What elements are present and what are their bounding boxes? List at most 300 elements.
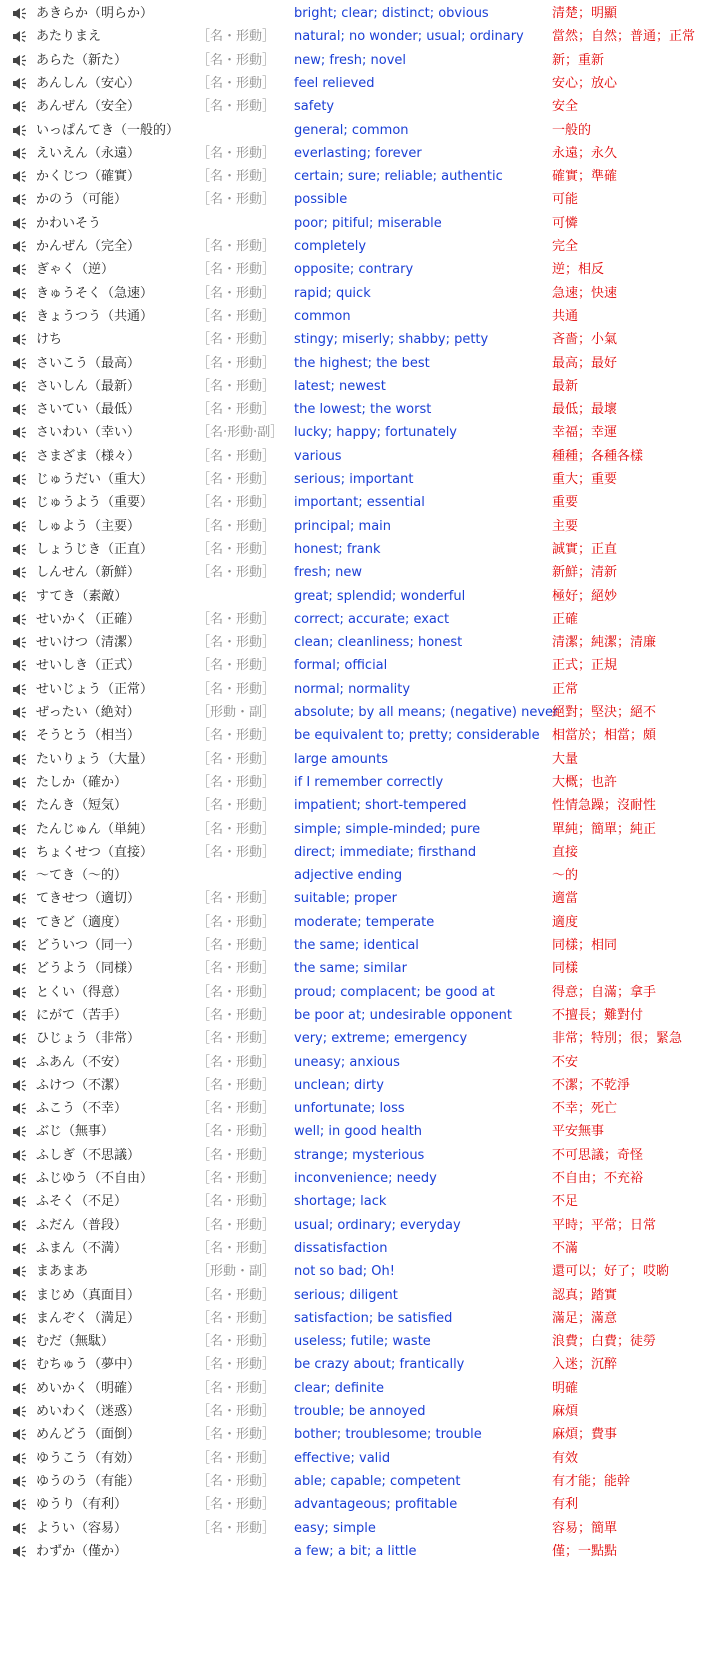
part-of-speech: ［名・形動］ (197, 355, 276, 371)
word-reading: ゆうり（有利） (36, 1497, 128, 1513)
english-meaning: simple; simple-minded; pure (294, 821, 481, 837)
speaker-icon[interactable] (12, 258, 30, 281)
word-reading: さいしん（最新） (36, 378, 141, 394)
chinese-meaning: 大量 (552, 751, 579, 767)
vocab-row (0, 421, 720, 444)
vocab-row (0, 2, 720, 25)
word-reading: たんき（短気） (36, 798, 128, 814)
speaker-icon[interactable] (12, 1237, 30, 1260)
chinese-meaning: 性情急躁；沒耐性 (552, 798, 657, 814)
vocab-row (0, 1330, 720, 1353)
word-reading: あきらか（明らか） (36, 6, 154, 21)
vocab-row (0, 1051, 720, 1074)
vocab-row (0, 1470, 720, 1493)
chinese-meaning: 明確 (552, 1380, 579, 1396)
english-meaning: certain; sure; reliable; authentic (294, 169, 503, 185)
speaker-icon[interactable] (12, 95, 30, 118)
part-of-speech: ［名・形動］ (197, 844, 276, 860)
word-reading: そうとう（相当） (36, 728, 141, 744)
speaker-icon[interactable] (12, 1097, 30, 1120)
speaker-icon[interactable] (12, 142, 30, 165)
word-reading: まあまあ (36, 1264, 89, 1280)
speaker-icon[interactable] (12, 212, 30, 235)
speaker-icon[interactable] (12, 561, 30, 584)
word-reading: ふこう（不幸） (36, 1101, 128, 1117)
chinese-meaning: 幸福；幸運 (552, 425, 618, 441)
vocab-row (0, 49, 720, 72)
english-meaning: unclean; dirty (294, 1077, 384, 1093)
chinese-meaning: 急速；快速 (552, 285, 618, 301)
english-meaning: clean; cleanliness; honest (294, 635, 463, 651)
chinese-meaning: 確實；準確 (552, 169, 618, 185)
vocab-row (0, 724, 720, 747)
vocab-row (0, 887, 720, 910)
english-meaning: well; in good health (294, 1124, 423, 1140)
word-reading: むだ（無駄） (36, 1334, 115, 1350)
speaker-icon[interactable] (12, 375, 30, 398)
english-meaning: the same; identical (294, 938, 419, 953)
word-reading: じゅうよう（重要） (36, 495, 154, 511)
english-meaning: proud; complacent; be good at (294, 984, 495, 1000)
chinese-meaning: 共通 (552, 308, 579, 324)
english-meaning: correct; accurate; exact (294, 611, 450, 627)
english-meaning: inconvenience; needy (294, 1171, 437, 1186)
part-of-speech: ［名・形動］ (197, 192, 276, 208)
chinese-meaning: 永遠；永久 (552, 145, 618, 161)
speaker-icon[interactable] (12, 678, 30, 701)
english-meaning: be equivalent to; pretty; considerable (294, 728, 540, 744)
chinese-meaning: 最高；最好 (552, 355, 618, 371)
speaker-icon[interactable] (12, 608, 30, 631)
vocab-row (0, 1540, 720, 1563)
part-of-speech: ［名・形動］ (197, 938, 276, 953)
vocab-row (0, 701, 720, 724)
word-reading: ぜったい（絶対） (36, 705, 140, 720)
chinese-meaning: 重大；重要 (552, 472, 618, 487)
vocab-row (0, 258, 720, 281)
chinese-meaning: 滿足；滿意 (552, 1310, 618, 1326)
chinese-meaning: 新；重新 (552, 52, 605, 68)
part-of-speech: ［名・形動］ (197, 145, 276, 161)
english-meaning: formal; official (294, 658, 388, 674)
word-reading: ふけつ（不潔） (36, 1077, 128, 1093)
chinese-meaning: 吝嗇；小氣 (552, 332, 618, 348)
vocab-row (0, 25, 720, 48)
speaker-icon[interactable] (12, 352, 30, 375)
english-meaning: bright; clear; distinct; obvious (294, 6, 489, 21)
vocab-row (0, 445, 720, 468)
speaker-icon[interactable] (12, 1517, 30, 1540)
vocab-row (0, 1214, 720, 1237)
vocab-row (0, 981, 720, 1004)
vocab-row (0, 1400, 720, 1423)
speaker-icon[interactable] (12, 2, 30, 25)
chinese-meaning: 安全 (552, 99, 579, 115)
english-meaning: unfortunate; loss (294, 1101, 405, 1117)
word-reading: てきど（適度） (36, 914, 128, 930)
vocab-row (0, 1097, 720, 1120)
english-meaning: suitable; proper (294, 891, 397, 907)
speaker-icon[interactable] (12, 1423, 30, 1446)
speaker-icon[interactable] (12, 328, 30, 351)
word-reading: かくじつ（確實） (36, 169, 141, 185)
english-meaning: various (294, 448, 342, 464)
part-of-speech: ［名・形動］ (197, 1171, 276, 1186)
part-of-speech: ［名・形動］ (197, 99, 276, 115)
part-of-speech: ［名・形動］ (197, 239, 276, 254)
english-meaning: easy; simple (294, 1520, 376, 1536)
chinese-meaning: 正確 (552, 611, 579, 627)
vocab-row (0, 305, 720, 328)
part-of-speech: ［名・形動］ (197, 1357, 276, 1373)
word-reading: かわいそう (36, 215, 102, 231)
speaker-icon[interactable] (12, 1214, 30, 1237)
part-of-speech: ［名・形動］ (197, 262, 276, 278)
part-of-speech: ［名・形動］ (197, 1287, 276, 1303)
vocab-row (0, 561, 720, 584)
word-reading: ゆうのう（有能） (36, 1473, 141, 1489)
speaker-icon[interactable] (12, 1493, 30, 1516)
chinese-meaning: 還可以；好了；哎喲 (552, 1264, 670, 1280)
part-of-speech: ［名・形動］ (197, 961, 276, 977)
chinese-meaning: 可能 (552, 192, 579, 208)
word-reading: とくい（得意） (36, 984, 128, 1000)
vocab-row (0, 1377, 720, 1400)
part-of-speech: ［名・形動］ (197, 774, 276, 790)
speaker-icon[interactable] (12, 119, 30, 142)
speaker-icon[interactable] (12, 887, 30, 910)
english-meaning: uneasy; anxious (294, 1054, 400, 1070)
chinese-meaning: 誠實；正直 (552, 541, 618, 557)
speaker-icon[interactable] (12, 1307, 30, 1330)
speaker-icon[interactable] (12, 911, 30, 934)
english-meaning: natural; no wonder; usual; ordinary (294, 29, 524, 45)
vocab-row (0, 1284, 720, 1307)
speaker-icon[interactable] (12, 491, 30, 514)
word-reading: まじめ（真面目） (36, 1287, 141, 1303)
speaker-icon[interactable] (12, 1470, 30, 1493)
part-of-speech: ［名・形動］ (197, 1077, 276, 1093)
word-reading: しんせん（新鮮） (36, 565, 141, 581)
vocab-row (0, 352, 720, 375)
part-of-speech: ［名・形動］ (197, 891, 276, 907)
speaker-icon[interactable] (12, 235, 30, 258)
chinese-meaning: 不可思議；奇怪 (552, 1147, 644, 1163)
part-of-speech: ［名・形動］ (197, 914, 276, 930)
word-reading: ふあん（不安） (36, 1054, 128, 1070)
english-meaning: dissatisfaction (294, 1240, 388, 1256)
speaker-icon[interactable] (12, 1027, 30, 1050)
part-of-speech: ［名・形動］ (197, 1217, 276, 1233)
chinese-meaning: 不滿 (552, 1240, 579, 1256)
vocab-row (0, 1144, 720, 1167)
english-meaning: important; essential (294, 495, 425, 511)
speaker-icon[interactable] (12, 1144, 30, 1167)
part-of-speech: ［名・形動］ (197, 1380, 276, 1396)
word-reading: まんぞく（満足） (36, 1310, 141, 1326)
chinese-meaning: ～的 (552, 868, 579, 884)
chinese-meaning: 極好；絕妙 (552, 588, 618, 604)
part-of-speech: ［名・形動］ (197, 29, 276, 45)
word-reading: さいてい（最低） (36, 402, 141, 418)
english-meaning: effective; valid (294, 1450, 391, 1466)
part-of-speech: ［名・形動］ (197, 285, 276, 301)
chinese-meaning: 有利 (552, 1497, 579, 1513)
vocab-row (0, 119, 720, 142)
english-meaning: rapid; quick (294, 285, 371, 301)
chinese-meaning: 一般的 (552, 122, 592, 138)
english-meaning: the highest; the best (294, 355, 430, 371)
vocab-row (0, 911, 720, 934)
vocab-row (0, 1027, 720, 1050)
part-of-speech: ［名・形動］ (197, 798, 276, 814)
speaker-icon[interactable] (12, 1167, 30, 1190)
chinese-meaning: 適當 (552, 891, 579, 907)
english-meaning: usual; ordinary; everyday (294, 1217, 461, 1233)
english-meaning: if I remember correctly (294, 774, 444, 790)
part-of-speech: ［名・形動］ (197, 1497, 276, 1513)
chinese-meaning: 重要 (552, 495, 579, 511)
word-reading: むちゅう（夢中） (36, 1357, 141, 1373)
speaker-icon[interactable] (12, 934, 30, 957)
speaker-icon[interactable] (12, 1353, 30, 1376)
speaker-icon[interactable] (12, 72, 30, 95)
english-meaning: shortage; lack (294, 1194, 387, 1210)
vocab-row (0, 1074, 720, 1097)
speaker-icon[interactable] (12, 957, 30, 980)
speaker-icon[interactable] (12, 1260, 30, 1283)
speaker-icon[interactable] (12, 771, 30, 794)
speaker-icon[interactable] (12, 515, 30, 538)
chinese-meaning: 麻煩 (552, 1404, 579, 1419)
word-reading: じゅうだい（重大） (36, 472, 154, 487)
word-reading: どういつ（同一） (36, 938, 141, 953)
part-of-speech: ［名·形動·副］ (197, 425, 284, 441)
chinese-meaning: 得意；自滿；拿手 (552, 984, 657, 1000)
word-reading: さいわい（幸い） (36, 425, 141, 441)
vocab-row (0, 95, 720, 118)
english-meaning: be crazy about; frantically (294, 1357, 465, 1373)
speaker-icon[interactable] (12, 165, 30, 188)
english-meaning: possible (294, 192, 348, 208)
word-reading: せいかく（正確） (36, 611, 141, 627)
part-of-speech: ［名・形動］ (197, 332, 276, 348)
speaker-icon[interactable] (12, 1447, 30, 1470)
english-meaning: opposite; contrary (294, 262, 414, 278)
vocab-row (0, 142, 720, 165)
speaker-icon[interactable] (12, 724, 30, 747)
chinese-meaning: 大概；也許 (552, 774, 618, 790)
speaker-icon[interactable] (12, 468, 30, 491)
speaker-icon[interactable] (12, 445, 30, 468)
chinese-meaning: 清楚；明顯 (552, 6, 618, 21)
english-meaning: direct; immediate; firsthand (294, 844, 477, 860)
part-of-speech: ［名・形動］ (197, 472, 276, 487)
english-meaning: very; extreme; emergency (294, 1031, 468, 1047)
english-meaning: adjective ending (294, 868, 403, 884)
vocab-row (0, 468, 720, 491)
speaker-icon[interactable] (12, 1051, 30, 1074)
speaker-icon[interactable] (12, 1004, 30, 1027)
english-meaning: the same; similar (294, 961, 407, 977)
part-of-speech: ［名・形動］ (197, 495, 276, 511)
vocab-row (0, 165, 720, 188)
part-of-speech: ［名・形動］ (197, 1334, 276, 1350)
word-reading: せいしき（正式） (36, 658, 141, 674)
vocab-row (0, 608, 720, 631)
word-reading: さまざま（様々） (36, 448, 141, 464)
part-of-speech: ［名・形動］ (197, 821, 276, 837)
vocab-row (0, 1447, 720, 1470)
vocab-row (0, 631, 720, 654)
speaker-icon[interactable] (12, 421, 30, 444)
chinese-meaning: 平時；平常；日常 (552, 1217, 657, 1233)
word-reading: ぶじ（無事） (36, 1124, 115, 1140)
english-meaning: lucky; happy; fortunately (294, 425, 458, 441)
speaker-icon[interactable] (12, 1190, 30, 1213)
english-meaning: serious; important (294, 472, 414, 487)
speaker-icon[interactable] (12, 864, 30, 887)
speaker-icon[interactable] (12, 1074, 30, 1097)
part-of-speech: ［名・形動］ (197, 169, 276, 185)
english-meaning: principal; main (294, 518, 392, 534)
speaker-icon[interactable] (12, 1120, 30, 1143)
speaker-icon[interactable] (12, 1377, 30, 1400)
speaker-icon[interactable] (12, 398, 30, 421)
word-reading: たいりょう（大量） (36, 751, 154, 767)
english-meaning: impatient; short-tempered (294, 798, 467, 814)
vocab-row (0, 375, 720, 398)
speaker-icon[interactable] (12, 538, 30, 561)
speaker-icon[interactable] (12, 282, 30, 305)
vocab-row (0, 748, 720, 771)
speaker-icon[interactable] (12, 25, 30, 48)
chinese-meaning: 不自由；不充裕 (552, 1171, 644, 1186)
word-reading: あらた（新た） (36, 52, 128, 68)
english-meaning: bother; troublesome; trouble (294, 1427, 482, 1443)
vocab-row (0, 1493, 720, 1516)
vocab-row (0, 538, 720, 561)
english-meaning: new; fresh; novel (294, 52, 407, 68)
part-of-speech: ［名・形動］ (197, 658, 276, 674)
english-meaning: honest; frank (294, 541, 381, 557)
speaker-icon[interactable] (12, 49, 30, 72)
word-reading: あたりまえ (36, 29, 102, 45)
speaker-icon[interactable] (12, 188, 30, 211)
part-of-speech: ［名・形動］ (197, 1194, 276, 1210)
word-reading: かんぜん（完全） (36, 239, 141, 254)
english-meaning: strange; mysterious (294, 1147, 425, 1163)
speaker-icon[interactable] (12, 1284, 30, 1307)
part-of-speech: ［名・形動］ (197, 1404, 276, 1419)
part-of-speech: ［形動・副］ (197, 1264, 276, 1280)
vocab-row (0, 72, 720, 95)
part-of-speech: ［名・形動］ (197, 378, 276, 394)
part-of-speech: ［名・形動］ (197, 1124, 276, 1140)
vocab-row (0, 235, 720, 258)
chinese-meaning: 平安無事 (552, 1124, 605, 1140)
english-meaning: completely (294, 239, 367, 254)
speaker-icon[interactable] (12, 981, 30, 1004)
speaker-icon[interactable] (12, 1540, 30, 1563)
chinese-meaning: 主要 (552, 518, 579, 534)
vocab-row (0, 1237, 720, 1260)
word-reading: しゅよう（主要） (36, 518, 141, 534)
part-of-speech: ［名・形動］ (197, 448, 276, 464)
english-meaning: poor; pitiful; miserable (294, 215, 442, 231)
speaker-icon[interactable] (12, 631, 30, 654)
part-of-speech: ［名・形動］ (197, 681, 276, 697)
part-of-speech: ［名・形動］ (197, 1310, 276, 1326)
vocab-row (0, 841, 720, 864)
word-reading: めいかく（明確） (36, 1380, 141, 1396)
english-meaning: absolute; by all means; (negative) never (294, 705, 559, 720)
chinese-meaning: 不幸；死亡 (552, 1101, 618, 1117)
vocab-row (0, 771, 720, 794)
speaker-icon[interactable] (12, 841, 30, 864)
part-of-speech: ［名・形動］ (197, 308, 276, 324)
speaker-icon[interactable] (12, 818, 30, 841)
vocab-row (0, 654, 720, 677)
speaker-icon[interactable] (12, 585, 30, 608)
part-of-speech: ［名・形動］ (197, 402, 276, 418)
chinese-meaning: 麻煩；費事 (552, 1427, 618, 1443)
chinese-meaning: 直接 (552, 844, 579, 860)
speaker-icon[interactable] (12, 701, 30, 724)
chinese-meaning: 單純；簡單；純正 (552, 821, 657, 837)
speaker-icon[interactable] (12, 748, 30, 771)
chinese-meaning: 不足 (552, 1194, 579, 1210)
chinese-meaning: 有效 (552, 1450, 579, 1466)
vocab-row (0, 1167, 720, 1190)
chinese-meaning: 當然；自然；普通；正常 (552, 29, 696, 45)
vocab-row (0, 585, 720, 608)
speaker-icon[interactable] (12, 1330, 30, 1353)
word-reading: ゆうこう（有効） (36, 1450, 141, 1466)
word-reading: あんぜん（安全） (36, 99, 141, 115)
word-reading: すてき（素敵） (36, 588, 128, 604)
vocab-row (0, 282, 720, 305)
english-meaning: feel relieved (294, 75, 375, 91)
part-of-speech: ［名・形動］ (197, 1240, 276, 1256)
word-reading: たしか（確か） (36, 774, 128, 790)
chinese-meaning: 絕對；堅決；絕不 (552, 705, 657, 720)
english-meaning: general; common (294, 122, 409, 138)
speaker-icon[interactable] (12, 794, 30, 817)
word-reading: きゅうそく（急速） (36, 285, 154, 301)
vocab-row (0, 794, 720, 817)
chinese-meaning: 非常；特別；很；緊急 (552, 1031, 683, 1047)
speaker-icon[interactable] (12, 1400, 30, 1423)
chinese-meaning: 適度 (552, 914, 579, 930)
part-of-speech: ［名・形動］ (197, 52, 276, 68)
word-reading: いっぱんてき（一般的） (36, 122, 180, 138)
chinese-meaning: 認真；踏實 (552, 1287, 618, 1303)
part-of-speech: ［名・形動］ (197, 75, 276, 91)
word-reading: ふしぎ（不思議） (36, 1147, 141, 1163)
vocab-row (0, 212, 720, 235)
chinese-meaning: 浪費；白費；徒勞 (552, 1334, 657, 1350)
chinese-meaning: 完全 (552, 239, 579, 254)
chinese-meaning: 逆；相反 (552, 262, 605, 278)
speaker-icon[interactable] (12, 305, 30, 328)
chinese-meaning: 不擅長；難對付 (552, 1007, 644, 1023)
chinese-meaning: 清潔；純潔；清廉 (552, 635, 657, 651)
speaker-icon[interactable] (12, 654, 30, 677)
english-meaning: fresh; new (294, 565, 363, 581)
english-meaning: safety (294, 99, 335, 115)
word-reading: えいえん（永遠） (36, 145, 141, 161)
